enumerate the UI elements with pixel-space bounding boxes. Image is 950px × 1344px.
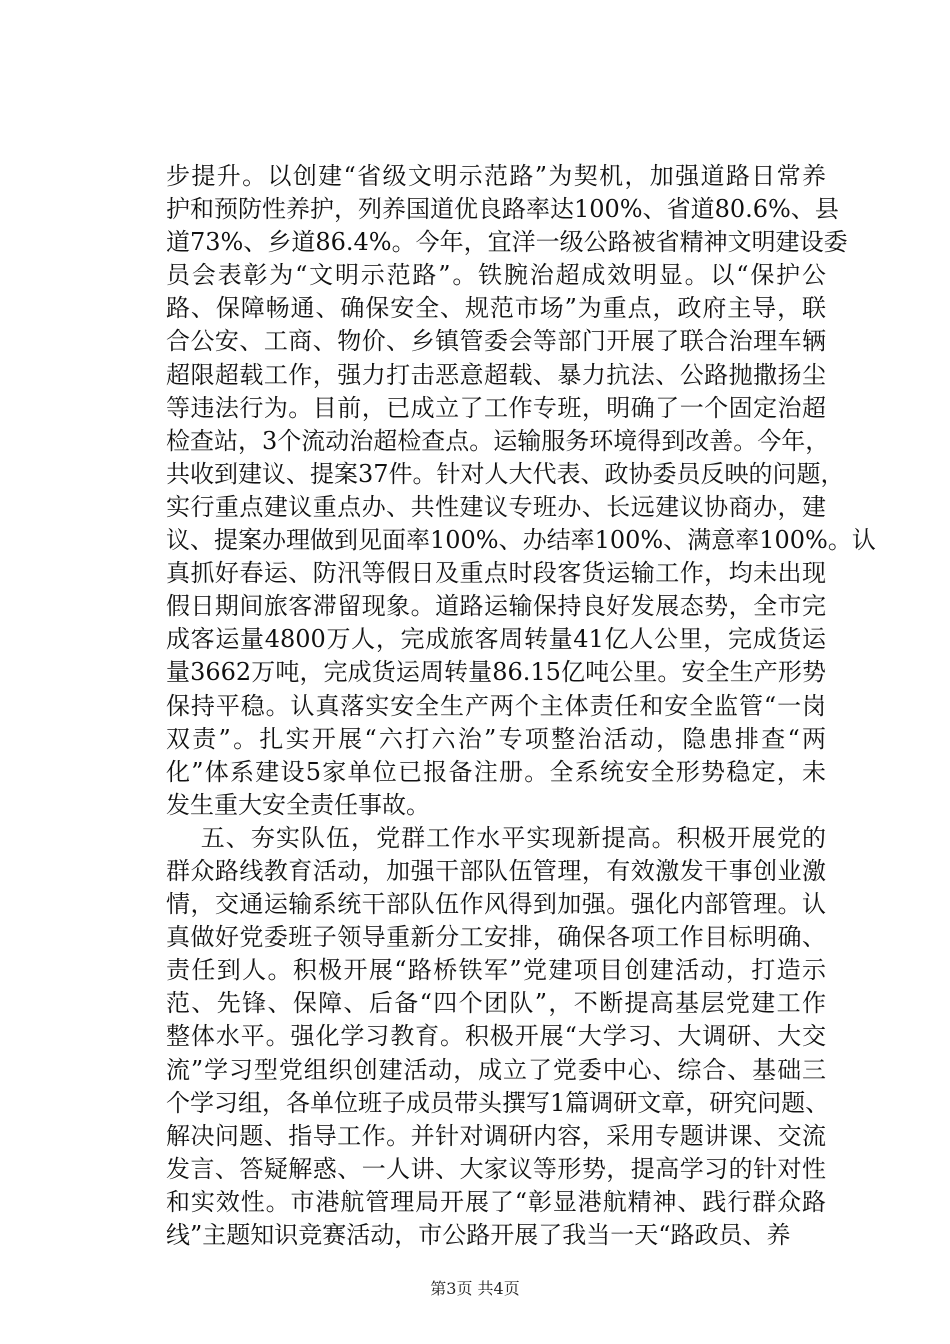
text-line: 线”主题知识竞赛活动，市公路开展了我当一天“路政员、养 — [166, 1221, 791, 1249]
text-line: 合公安、工商、物价、乡镇管委会等部门开展了联合治理车辆 — [166, 327, 826, 356]
text-line: 个学习组，各单位班子成员带头撰写1篇调研文章，研究问题、 — [166, 1088, 830, 1117]
text-line: 整体水平。强化学习教育。积极开展“大学习、大调研、大交 — [166, 1022, 826, 1051]
text-line: 共收到建议、提案37件。针对人大代表、政协委员反映的问题， — [166, 459, 845, 488]
text-line: 化”体系建设5家单位已报备注册。全系统安全形势稳定，未 — [166, 757, 826, 786]
text-line: 超限超载工作，强力打击恶意超载、暴力抗法、公路抛撒扬尘 — [166, 360, 826, 389]
text-line: 发生重大安全责任事故。 — [166, 790, 430, 819]
text-line: 假日期间旅客滞留现象。道路运输保持良好发展态势，全市完 — [166, 592, 826, 621]
text-line: 解决问题、指导工作。并针对调研内容，采用专题讲课、交流 — [166, 1121, 826, 1150]
text-line: 路、保障畅通、确保安全、规范市场”为重点，政府主导，联 — [166, 294, 826, 323]
text-line: 真抓好春运、防汛等假日及重点时段客货运输工作，均未出现 — [166, 559, 826, 588]
text-line: 范、先锋、保障、后备“四个团队”，不断提高基层党建工作 — [166, 989, 826, 1018]
text-line: 五、夯实队伍，党群工作水平实现新提高。积极开展党的 — [166, 823, 826, 852]
text-line: 责任到人。积极开展“路桥铁军”党建项目创建活动，打造示 — [166, 956, 826, 985]
text-line: 流”学习型党组织创建活动，成立了党委中心、综合、基础三 — [166, 1055, 826, 1084]
text-line: 双责”。扎实开展“六打六治”专项整治活动，隐患排查“两 — [166, 724, 826, 753]
page-footer: 第3页 共4页 — [430, 1279, 520, 1298]
document-body — [166, 160, 876, 1252]
text-line: 成客运量4800万人，完成旅客周转量41亿人公里，完成货运 — [166, 625, 826, 654]
text-line: 量3662万吨，完成货运周转量86.15亿吨公里。安全生产形势 — [166, 658, 826, 687]
paragraph-1 — [166, 160, 876, 822]
text-line: 步提升。以创建“省级文明示范路”为契机，加强道路日常养 — [166, 162, 826, 190]
text-line: 检查站，3个流动治超检查点。运输服务环境得到改善。今年， — [166, 426, 830, 455]
text-line: 员会表彰为“文明示范路”。铁腕治超成效明显。以“保护公 — [166, 261, 826, 290]
text-line: 议、提案办理做到见面率100%、办结率100%、满意率100%。认 — [166, 526, 876, 555]
text-line: 护和预防性养护，列养国道优良路率达100%、省道80.6%、县 — [166, 195, 839, 224]
text-line: 真做好党委班子领导重新分工安排，确保各项工作目标明确、 — [166, 923, 826, 952]
text-line: 和实效性。市港航管理局开展了“彰显港航精神、践行群众路 — [166, 1187, 826, 1216]
paragraph-2 — [166, 822, 830, 1252]
text-line: 群众路线教育活动，加强干部队伍管理，有效激发干事创业激 — [166, 856, 826, 885]
text-line: 道73%、乡道86.4%。今年，宜洋一级公路被省精神文明建设委 — [166, 228, 848, 257]
text-line: 实行重点建议重点办、共性建议专班办、长远建议协商办，建 — [166, 492, 826, 521]
text-line: 发言、答疑解惑、一人讲、大家议等形势，提高学习的针对性 — [166, 1154, 826, 1183]
text-line: 情，交通运输系统干部队伍作风得到加强。强化内部管理。认 — [166, 890, 826, 919]
text-line: 等违法行为。目前，已成立了工作专班，明确了一个固定治超 — [166, 393, 826, 422]
text-line: 保持平稳。认真落实安全生产两个主体责任和安全监管“一岗 — [166, 691, 826, 720]
